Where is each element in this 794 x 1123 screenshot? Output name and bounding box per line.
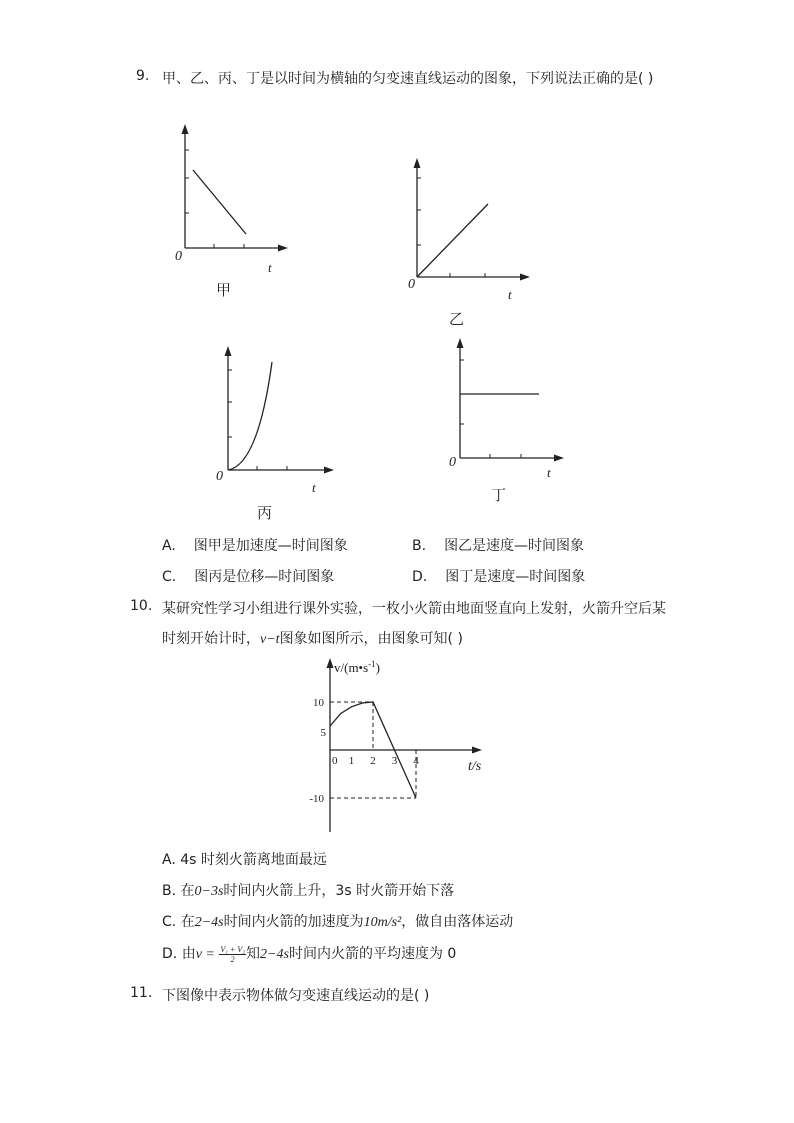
vt-xtick-4: 4 [413,755,419,767]
q11-stem: 下图像中表示物体做匀变速直线运动的是( ) [162,988,430,1004]
q9-option-b[interactable]: B. 图乙是速度—时间图象 [412,538,585,554]
q10-option-b[interactable]: B. 在0−3s时间内火箭上升，3s 时火箭开始下落 [162,883,455,899]
vt-x-arrow [472,747,482,754]
graph-ding-origin: 0 [449,455,456,470]
graph-ding-caption: 丁 [491,486,507,504]
graph-yi-origin: 0 [408,277,415,292]
average-velocity-fraction: $\frac{\text{V₁ + V₂}}{2}$ [220,944,246,964]
graph-bing-t-label: t [312,480,316,495]
vt-x-label: t/s [468,759,482,774]
q9-number: 9. [136,68,150,84]
q10-option-d[interactable]: D. 由v = $\frac{\text{V₁ + V₂}}{2}$ 知2−4s时间内火箭的平均速度为 0 [162,944,457,964]
vt-xtick-1: 1 [348,755,355,767]
graph-jia [170,120,300,300]
vt-chart [300,652,500,837]
graph-yi-t-label: t [508,287,512,302]
graph-bing-caption: 丙 [257,504,273,522]
graph-ding [440,330,580,515]
q10-option-a[interactable]: A. 4s 时刻火箭离地面最远 [162,852,327,868]
vt-ytick-10: 10 [313,697,324,709]
graph-ding-t-label: t [547,465,551,480]
q9-stem: 甲、乙、丙、丁是以时间为横轴的匀变速直线运动的图象，下列说法正确的是( ) [162,71,654,87]
graph-jia-origin: 0 [175,249,182,264]
q10-stem-line1: 某研究性学习小组进行课外实验，一枚小火箭由地面竖直向上发射，火箭升空后某 [162,601,666,617]
q10-stem-line2: 时刻开始计时，v−t图象如图所示，由图象可知( ) [162,631,463,647]
vt-xtick-2: 2 [370,755,376,767]
vt-xtick-3: 3 [391,755,398,767]
vt-xtick-0: 0 [332,755,338,767]
graph-yi [400,150,540,335]
graph-bing-origin: 0 [216,469,223,484]
graph-jia-caption: 甲 [216,281,232,299]
graph-bing [210,340,350,525]
vt-y-label: $v/(m•s^{-1})$ [334,659,381,675]
vt-ytick-neg10: -10 [309,793,324,805]
q9-option-d[interactable]: D. 图丁是速度—时间图象 [412,569,586,585]
vt-y-arrow [327,658,334,668]
q9-option-a[interactable]: A. 图甲是加速度—时间图象 [162,538,348,554]
q9-option-c[interactable]: C. 图丙是位移—时间图象 [162,569,335,585]
q11-number: 11. [130,985,153,1001]
graph-yi-caption: 乙 [449,310,465,328]
vt-ytick-5: 5 [320,727,326,739]
q10-number: 10. [130,598,153,614]
graph-jia-t-label: t [268,260,272,275]
q10-option-c[interactable]: C. 在2−4s时间内火箭的加速度为10m/s²，做自由落体运动 [162,914,514,930]
